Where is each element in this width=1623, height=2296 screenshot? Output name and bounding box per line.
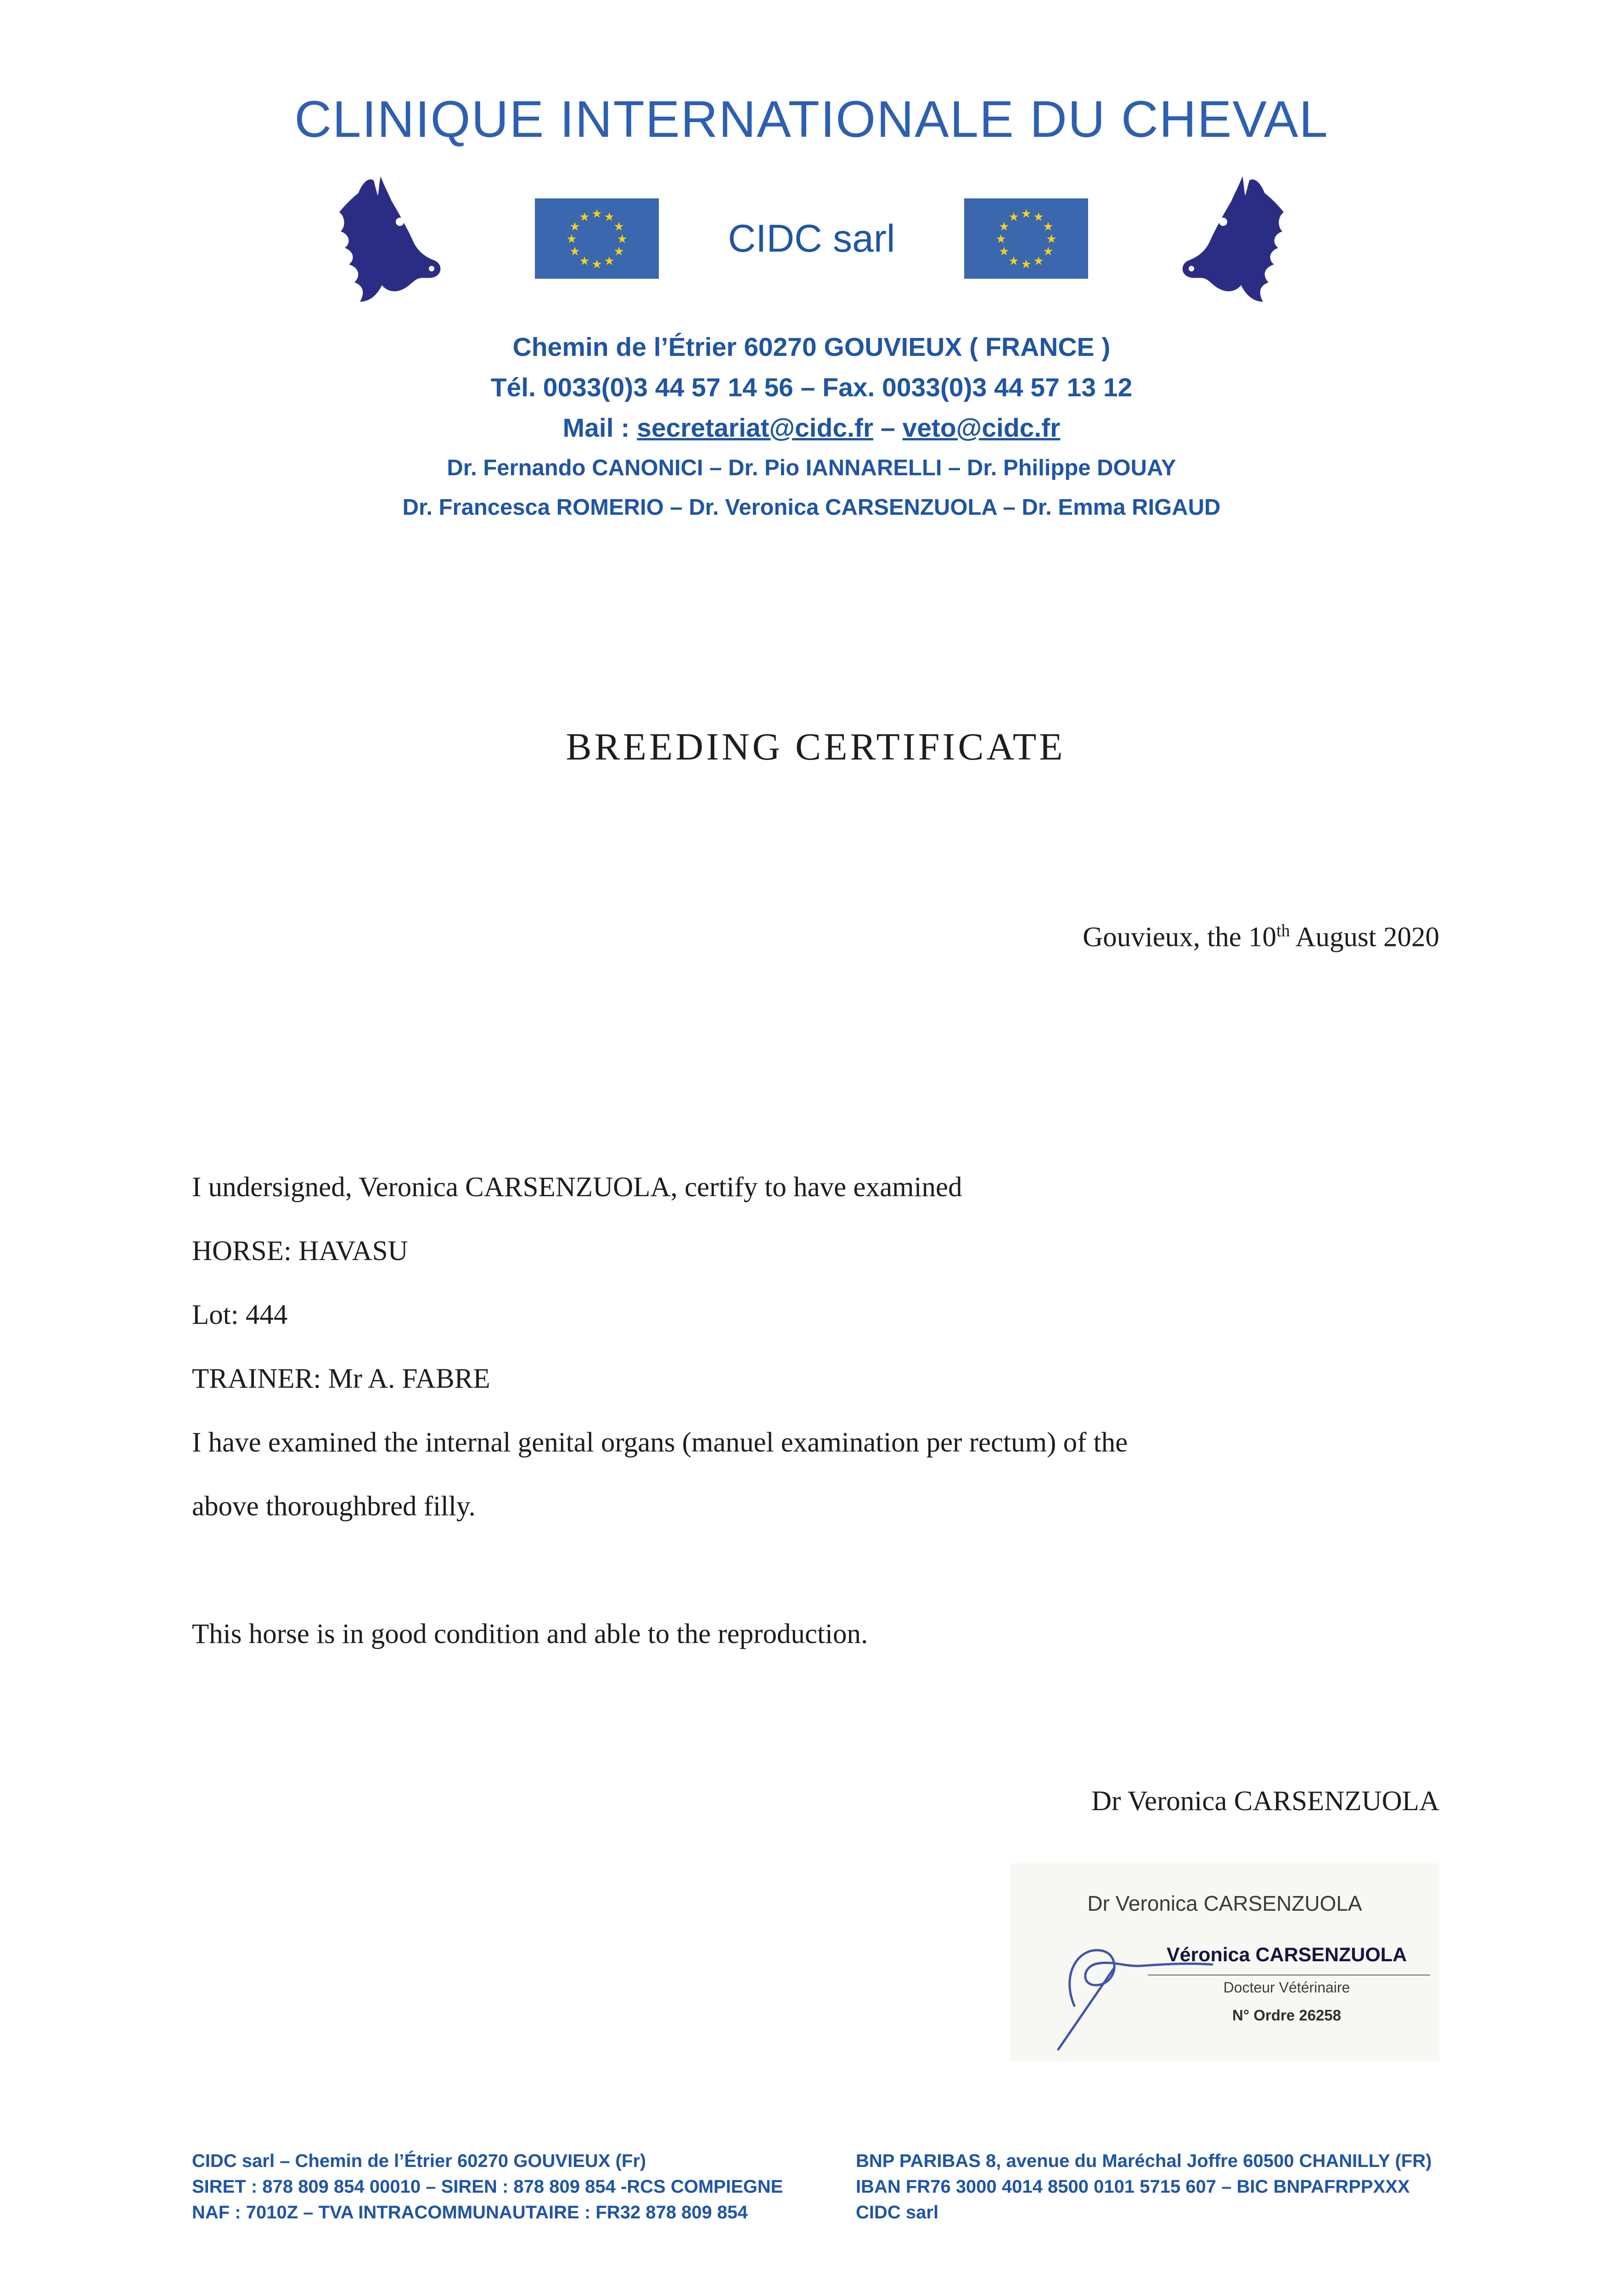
svg-text:★: ★ <box>995 231 1006 246</box>
date-line <box>192 921 1439 953</box>
mail-line <box>0 408 1623 448</box>
svg-text:★: ★ <box>1020 257 1032 271</box>
body-line-undersigned: I undersigned, Veronica CARSENZUOLA, certify to have examined <box>192 1172 962 1203</box>
mail-separator: – <box>873 413 903 443</box>
signature-stamp-block <box>1010 1863 1439 2061</box>
svg-text:★: ★ <box>1042 244 1054 258</box>
svg-text:★: ★ <box>591 206 603 220</box>
date-ordinal: th <box>1276 921 1290 940</box>
doctors-line-1: Dr. Fernando CANONICI – Dr. Pio IANNARELLI – Dr. Philippe DOUAY <box>447 456 1176 480</box>
clinic-name: CLINIQUE INTERNATIONALE DU CHEVAL <box>294 90 1329 148</box>
footer-siret-siren: SIRET : 878 809 854 00010 – SIREN : 878 809 854 -RCS COMPIEGNE <box>192 2177 783 2197</box>
signatory-printed-name: Dr Veronica CARSENZUOLA <box>1091 1786 1439 1817</box>
footer-bank-address: BNP PARIBAS 8, avenue du Maréchal Joffre 60500 CHANILLY (FR) <box>856 2151 1432 2172</box>
stamp-veterinarian-title: Docteur Vétérinaire <box>1223 1979 1350 1996</box>
body-line-examined-2: above thoroughbred filly. <box>192 1491 476 1522</box>
certificate-content <box>0 725 1623 2061</box>
body-line-trainer: TRAINER: Mr A. FABRE <box>192 1363 490 1395</box>
svg-text:★: ★ <box>617 231 628 246</box>
svg-text:★: ★ <box>604 209 615 224</box>
body-line-examined-1: I have examined the internal genital organs (manuel examination per rectum) of the <box>192 1427 1128 1458</box>
footer <box>0 2148 1623 2225</box>
svg-text:★: ★ <box>579 253 590 268</box>
letterhead <box>0 0 1623 527</box>
svg-text:★: ★ <box>566 231 578 246</box>
svg-text:★: ★ <box>998 244 1010 258</box>
footer-company-column <box>192 2148 856 2225</box>
horse-head-logo-right-icon <box>1171 167 1309 310</box>
doctors-line-2: Dr. Francesca ROMERIO – Dr. Veronica CARSENZUOLA – Dr. Emma RIGAUD <box>402 495 1221 520</box>
footer-iban-bic: IBAN FR76 3000 4014 8500 0101 5715 607 – BIC BNPAFRPPXXX <box>856 2177 1410 2197</box>
certificate-body <box>192 1155 1439 1666</box>
org-name: CIDC sarl <box>728 216 895 260</box>
body-line-horse: HORSE: HAVASU <box>192 1236 408 1267</box>
eu-flag-icon-right <box>964 198 1088 279</box>
svg-text:★: ★ <box>1020 206 1032 220</box>
footer-bank-org: CIDC sarl <box>856 2202 939 2223</box>
stamp-veterinarian-name: Véronica CARSENZUOLA <box>1166 1944 1407 1966</box>
svg-text:★: ★ <box>613 219 625 233</box>
stamp-typed-name: Dr Veronica CARSENZUOLA <box>1087 1891 1362 1916</box>
mail-link-veto[interactable]: veto@cidc.fr <box>902 413 1061 443</box>
svg-text:★: ★ <box>1042 219 1054 233</box>
svg-text:★: ★ <box>1045 231 1057 246</box>
svg-text:★: ★ <box>1033 209 1044 224</box>
contact-block <box>0 327 1623 527</box>
svg-text:★: ★ <box>591 257 603 271</box>
eu-flag-icon-left <box>535 198 659 279</box>
body-line-lot: Lot: 444 <box>192 1300 288 1331</box>
date-prefix: Gouvieux, the 10 <box>1083 922 1277 953</box>
mail-label: Mail : <box>562 413 637 443</box>
svg-text:★: ★ <box>569 244 581 258</box>
svg-text:★: ★ <box>998 219 1010 233</box>
logo-row <box>0 163 1623 314</box>
horse-head-logo-left-icon <box>314 167 452 310</box>
certificate-title: BREEDING CERTIFICATE <box>566 726 1066 768</box>
body-line-conclusion: This horse is in good condition and able to the reproduction. <box>192 1619 868 1650</box>
svg-text:★: ★ <box>604 253 615 268</box>
footer-company-address: CIDC sarl – Chemin de l’Étrier 60270 GOUVIEUX (Fr) <box>192 2151 646 2172</box>
mail-link-secretariat[interactable]: secretariat@cidc.fr <box>637 413 874 443</box>
svg-text:★: ★ <box>1008 253 1019 268</box>
svg-text:★: ★ <box>613 244 625 258</box>
stamp-order-number: N° Ordre 26258 <box>1232 2007 1341 2024</box>
date-suffix: August 2020 <box>1290 922 1439 953</box>
svg-text:★: ★ <box>1033 253 1044 268</box>
footer-naf-tva: NAF : 7010Z – TVA INTRACOMMUNAUTAIRE : FR32 878 809 854 <box>192 2202 748 2223</box>
address-line: Chemin de l’Étrier 60270 GOUVIEUX ( FRANCE ) <box>512 332 1111 362</box>
footer-bank-column <box>856 2148 1531 2225</box>
svg-text:★: ★ <box>1008 209 1019 224</box>
tel-fax-line: Tél. 0033(0)3 44 57 14 56 – Fax. 0033(0)3 44 57 13 12 <box>490 373 1133 402</box>
svg-text:★: ★ <box>579 209 590 224</box>
svg-text:★: ★ <box>569 219 581 233</box>
